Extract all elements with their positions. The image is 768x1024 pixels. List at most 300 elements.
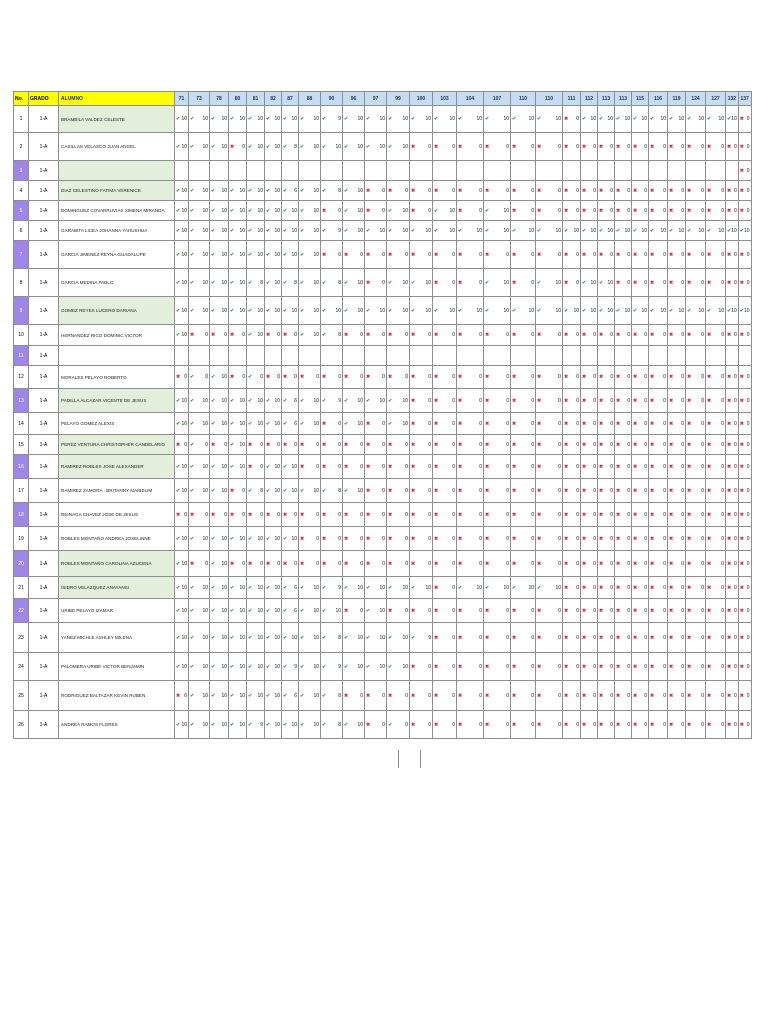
score-value: 10 — [357, 187, 363, 194]
score-value: 0 — [576, 187, 579, 194]
check-icon: ✔ — [322, 332, 327, 338]
check-icon: ✔ — [388, 420, 393, 427]
score-cell — [387, 181, 410, 201]
score-value: 10 — [221, 721, 227, 728]
score-cell — [536, 653, 563, 681]
score-value: 10 — [357, 487, 363, 494]
cross-icon: ✖ — [599, 420, 604, 427]
score-value: 10 — [660, 227, 666, 234]
score-cell — [210, 241, 229, 269]
score-value: 0 — [576, 116, 579, 122]
score-value: 0 — [558, 207, 561, 214]
score-value: 0 — [576, 332, 579, 338]
score-cell — [365, 551, 387, 577]
cross-icon: ✖ — [616, 187, 621, 194]
score-value: 0 — [558, 332, 561, 338]
score-cell — [686, 106, 706, 133]
cross-icon: ✖ — [739, 397, 744, 404]
score-value: 10 — [202, 663, 208, 670]
score-value: 0 — [277, 374, 280, 380]
score-value: 0 — [242, 143, 245, 150]
check-icon: ✔ — [599, 227, 604, 234]
score-value: 10 — [221, 374, 227, 380]
score-cell — [433, 681, 457, 711]
score-cell — [686, 577, 706, 599]
score-cell — [410, 133, 433, 161]
check-icon: ✔ — [616, 227, 621, 234]
score-cell — [563, 527, 581, 551]
score-value: 0 — [701, 420, 704, 427]
header-col: 116 — [649, 92, 668, 106]
score-cell — [433, 577, 457, 599]
score-cell — [321, 599, 343, 623]
score-value: 9 — [338, 584, 341, 591]
score-value: 0 — [746, 420, 750, 427]
score-cell — [457, 221, 484, 241]
score-cell — [247, 413, 265, 435]
score-value: 0 — [663, 374, 666, 380]
check-icon: ✔ — [633, 116, 638, 122]
score-value: 0 — [721, 441, 724, 448]
score-cell — [598, 181, 615, 201]
score-value: 10 — [573, 307, 579, 314]
score-value: 10 — [335, 307, 341, 314]
score-cell — [581, 366, 598, 389]
score-cell — [433, 503, 457, 527]
score-cell — [484, 503, 511, 527]
check-icon: ✔ — [727, 116, 732, 122]
score-cell — [581, 181, 598, 201]
score-cell — [668, 201, 686, 221]
score-value: 0 — [452, 374, 455, 380]
score-value: 10 — [221, 279, 227, 286]
check-icon: ✔ — [211, 560, 216, 567]
score-cell — [615, 133, 632, 161]
score-value: 0 — [576, 584, 579, 591]
check-icon: ✔ — [283, 307, 288, 314]
score-value: 10 — [239, 279, 245, 286]
score-value: 0 — [531, 207, 534, 214]
score-value: 10 — [257, 397, 263, 404]
cross-icon: ✖ — [266, 511, 271, 518]
score-cell — [189, 201, 210, 221]
cross-icon: ✖ — [739, 207, 744, 214]
check-icon: ✔ — [266, 207, 271, 214]
score-cell — [229, 221, 247, 241]
score-cell — [668, 133, 686, 161]
cross-icon: ✖ — [633, 511, 638, 518]
score-cell — [668, 389, 686, 413]
score-cell — [615, 599, 632, 623]
score-cell — [511, 455, 536, 479]
score-value: 0 — [428, 420, 431, 427]
score-cell — [563, 366, 581, 389]
cross-icon: ✖ — [599, 584, 604, 591]
score-value: 10 — [181, 463, 187, 470]
cross-icon: ✖ — [344, 692, 349, 699]
score-value: 0 — [701, 584, 704, 591]
score-value: 10 — [239, 584, 245, 591]
score-cell — [563, 297, 581, 325]
score-cell — [649, 346, 668, 366]
score-cell — [433, 599, 457, 623]
score-cell — [282, 623, 299, 653]
score-value: 0 — [610, 663, 613, 670]
cross-icon: ✖ — [616, 279, 621, 286]
grado-cell: 1-A — [29, 269, 59, 297]
score-value: 10 — [202, 487, 208, 494]
row-number: 16 — [14, 455, 29, 479]
score-cell — [210, 161, 229, 181]
cross-icon: ✖ — [564, 634, 569, 641]
cross-icon: ✖ — [707, 463, 712, 470]
cross-icon: ✖ — [727, 535, 732, 542]
score-value: 0 — [316, 535, 319, 542]
student-name: ROBLES MONTAÑO CAROLINA AZUCENA — [59, 551, 175, 577]
check-icon: ✔ — [344, 487, 349, 494]
check-icon: ✔ — [366, 143, 371, 150]
score-value: 10 — [313, 420, 319, 427]
check-icon: ✔ — [230, 584, 235, 591]
check-icon: ✔ — [388, 584, 393, 591]
cross-icon: ✖ — [707, 374, 712, 380]
score-cell — [668, 681, 686, 711]
check-icon: ✔ — [266, 584, 271, 591]
score-value: 10 — [181, 721, 187, 728]
score-value: 0 — [382, 187, 385, 194]
score-cell — [410, 389, 433, 413]
student-name: ISIDRO VELAZQUEZ ANAYANSI — [59, 577, 175, 599]
score-cell — [365, 577, 387, 599]
check-icon: ✔ — [266, 227, 271, 234]
score-cell — [265, 503, 282, 527]
score-cell — [598, 653, 615, 681]
score-cell — [265, 551, 282, 577]
score-cell — [229, 455, 247, 479]
score-cell — [282, 366, 299, 389]
check-icon: ✔ — [411, 584, 416, 591]
score-value: 0 — [452, 143, 455, 150]
score-value: 9 — [338, 663, 341, 670]
cross-icon: ✖ — [485, 332, 490, 338]
score-value: 0 — [452, 584, 455, 591]
score-value: 0 — [701, 143, 704, 150]
score-value: 10 — [402, 584, 408, 591]
score-value: 0 — [506, 721, 509, 728]
score-value: 10 — [274, 584, 280, 591]
score-cell — [738, 161, 751, 181]
score-cell — [726, 241, 739, 269]
score-value: 0 — [701, 279, 704, 286]
score-cell — [433, 221, 457, 241]
score-cell — [632, 161, 649, 181]
check-icon: ✔ — [388, 307, 393, 314]
cross-icon: ✖ — [300, 374, 305, 380]
score-cell — [632, 241, 649, 269]
score-value: 0 — [663, 207, 666, 214]
row-number: 19 — [14, 527, 29, 551]
grado-cell: 1-A — [29, 479, 59, 503]
score-value: 10 — [555, 227, 561, 234]
score-value: 0 — [294, 560, 297, 567]
cross-icon: ✖ — [388, 560, 393, 567]
check-icon: ✔ — [727, 227, 732, 234]
score-value: 0 — [506, 607, 509, 614]
cross-icon: ✖ — [739, 143, 744, 150]
score-value: 0 — [746, 463, 750, 470]
score-value: 0 — [733, 607, 737, 614]
score-cell — [511, 346, 536, 366]
score-value: 10 — [313, 332, 319, 338]
check-icon: ✔ — [599, 279, 604, 286]
score-value: 0 — [479, 374, 482, 380]
check-icon: ✔ — [322, 721, 327, 728]
score-value: 0 — [479, 207, 482, 214]
cross-icon: ✖ — [633, 663, 638, 670]
score-value: 0 — [681, 607, 684, 614]
score-value: 0 — [644, 374, 647, 380]
check-icon: ✔ — [616, 307, 621, 314]
score-cell — [686, 551, 706, 577]
score-cell — [321, 681, 343, 711]
score-cell — [365, 106, 387, 133]
cross-icon: ✖ — [230, 143, 235, 150]
score-value: 10 — [202, 634, 208, 641]
score-cell — [706, 479, 726, 503]
score-cell — [726, 133, 739, 161]
score-cell — [615, 623, 632, 653]
score-cell — [247, 346, 265, 366]
cross-icon: ✖ — [669, 279, 674, 286]
check-icon: ✔ — [190, 143, 195, 150]
score-cell — [511, 241, 536, 269]
score-value: 8 — [338, 634, 341, 641]
score-value: 0 — [746, 560, 750, 567]
cross-icon: ✖ — [485, 692, 490, 699]
cross-icon: ✖ — [616, 535, 621, 542]
check-icon: ✔ — [458, 584, 463, 591]
score-cell — [726, 527, 739, 551]
score-cell — [365, 346, 387, 366]
score-cell — [511, 623, 536, 653]
check-icon: ✔ — [176, 143, 181, 150]
cross-icon: ✖ — [485, 487, 490, 494]
student-name: GARCIA MEDINA PABLO — [59, 269, 175, 297]
score-cell — [615, 551, 632, 577]
score-cell — [738, 389, 751, 413]
cross-icon: ✖ — [739, 116, 744, 122]
cross-icon: ✖ — [434, 374, 439, 380]
score-cell — [247, 479, 265, 503]
score-value: 0 — [701, 332, 704, 338]
check-icon: ✔ — [300, 227, 305, 234]
score-value: 0 — [610, 584, 613, 591]
score-cell — [632, 366, 649, 389]
score-value: 0 — [746, 332, 750, 338]
score-cell — [343, 577, 365, 599]
score-value: 0 — [733, 663, 737, 670]
check-icon: ✔ — [344, 663, 349, 670]
score-value: 0 — [452, 721, 455, 728]
score-cell — [387, 325, 410, 346]
header-col: 112 — [581, 92, 598, 106]
cross-icon: ✖ — [411, 692, 416, 699]
score-value: 0 — [610, 560, 613, 567]
cross-icon: ✖ — [633, 441, 638, 448]
score-value: 0 — [701, 663, 704, 670]
score-value: 0 — [644, 692, 647, 699]
grado-cell: 1-A — [29, 413, 59, 435]
check-icon: ✔ — [388, 634, 393, 641]
score-value: 10 — [379, 663, 385, 670]
row-number: 14 — [14, 413, 29, 435]
cross-icon: ✖ — [633, 607, 638, 614]
cross-icon: ✖ — [727, 607, 732, 614]
score-value: 10 — [181, 560, 187, 567]
cross-icon: ✖ — [344, 332, 349, 338]
score-value: 10 — [257, 251, 263, 258]
score-cell — [410, 527, 433, 551]
score-cell — [706, 181, 726, 201]
score-value: 0 — [382, 692, 385, 699]
score-value: 0 — [531, 487, 534, 494]
check-icon: ✔ — [283, 721, 288, 728]
score-value: 0 — [294, 511, 297, 518]
score-value: 0 — [733, 143, 737, 150]
score-cell — [299, 551, 321, 577]
header-col: 100 — [410, 92, 433, 106]
check-icon: ✔ — [366, 663, 371, 670]
row-number: 18 — [14, 503, 29, 527]
score-cell — [229, 325, 247, 346]
cross-icon: ✖ — [669, 420, 674, 427]
cross-icon: ✖ — [599, 692, 604, 699]
score-value: 0 — [452, 535, 455, 542]
cross-icon: ✖ — [616, 463, 621, 470]
check-icon: ✔ — [230, 663, 235, 670]
student-name: URIBE PELAYO IZAMAR — [59, 599, 175, 623]
score-value: 0 — [338, 441, 341, 448]
score-cell — [321, 455, 343, 479]
cross-icon: ✖ — [739, 487, 744, 494]
table-row — [14, 161, 752, 181]
cross-icon: ✖ — [739, 607, 744, 614]
score-cell — [457, 653, 484, 681]
score-value: 0 — [681, 397, 684, 404]
score-cell — [726, 681, 739, 711]
score-cell — [581, 221, 598, 241]
cross-icon: ✖ — [582, 420, 587, 427]
score-value: 0 — [479, 487, 482, 494]
check-icon: ✔ — [176, 116, 181, 122]
score-cell — [410, 241, 433, 269]
score-value: 10 — [357, 227, 363, 234]
score-cell — [175, 527, 189, 551]
cross-icon: ✖ — [582, 511, 587, 518]
cross-icon: ✖ — [411, 560, 416, 567]
score-cell — [563, 201, 581, 221]
score-cell — [511, 181, 536, 201]
score-cell — [581, 435, 598, 455]
header-col: 81 — [247, 92, 265, 106]
score-value: 0 — [663, 584, 666, 591]
score-cell — [738, 527, 751, 551]
score-value: 10 — [678, 116, 684, 122]
score-cell — [615, 346, 632, 366]
score-value: 10 — [425, 227, 431, 234]
score-cell — [247, 455, 265, 479]
grado-cell: 1-A — [29, 106, 59, 133]
score-value: 10 — [357, 634, 363, 641]
score-cell — [387, 221, 410, 241]
score-cell — [668, 106, 686, 133]
score-value: 10 — [379, 143, 385, 150]
score-value: 0 — [576, 487, 579, 494]
cross-icon: ✖ — [727, 143, 732, 150]
score-cell — [668, 269, 686, 297]
check-icon: ✔ — [434, 207, 439, 214]
score-value: 0 — [721, 187, 724, 194]
cross-icon: ✖ — [564, 487, 569, 494]
score-value: 0 — [531, 463, 534, 470]
score-cell — [457, 106, 484, 133]
score-cell — [668, 181, 686, 201]
score-cell — [229, 413, 247, 435]
cross-icon: ✖ — [512, 279, 517, 286]
score-value: 10 — [357, 584, 363, 591]
score-value: 0 — [531, 187, 534, 194]
score-value: 0 — [610, 607, 613, 614]
cross-icon: ✖ — [739, 420, 744, 427]
cross-icon: ✖ — [582, 487, 587, 494]
score-cell — [484, 325, 511, 346]
cross-icon: ✖ — [248, 441, 253, 448]
score-value: 0 — [733, 397, 737, 404]
cross-icon: ✖ — [411, 487, 416, 494]
cross-icon: ✖ — [434, 279, 439, 286]
score-cell — [686, 681, 706, 711]
score-value: 0 — [452, 511, 455, 518]
cross-icon: ✖ — [669, 511, 674, 518]
check-icon: ✔ — [344, 721, 349, 728]
score-cell — [189, 366, 210, 389]
check-icon: ✔ — [512, 116, 517, 122]
score-value: 10 — [181, 116, 187, 122]
cross-icon: ✖ — [485, 420, 490, 427]
score-value: 10 — [641, 227, 647, 234]
score-cell — [726, 389, 739, 413]
score-cell — [536, 366, 563, 389]
score-value: 10 — [449, 116, 455, 122]
cross-icon: ✖ — [564, 441, 569, 448]
score-value: 10 — [221, 187, 227, 194]
score-cell — [511, 133, 536, 161]
cross-icon: ✖ — [687, 487, 692, 494]
row-number: 17 — [14, 479, 29, 503]
score-value: 10 — [221, 487, 227, 494]
score-cell — [387, 653, 410, 681]
score-cell — [410, 181, 433, 201]
score-value: 0 — [627, 332, 630, 338]
header-col: 110 — [511, 92, 536, 106]
cross-icon: ✖ — [512, 487, 517, 494]
cross-icon: ✖ — [599, 251, 604, 258]
score-value: 10 — [221, 397, 227, 404]
score-value: 0 — [644, 463, 647, 470]
score-value: 0 — [644, 441, 647, 448]
score-value: 10 — [291, 535, 297, 542]
check-icon: ✔ — [190, 487, 195, 494]
